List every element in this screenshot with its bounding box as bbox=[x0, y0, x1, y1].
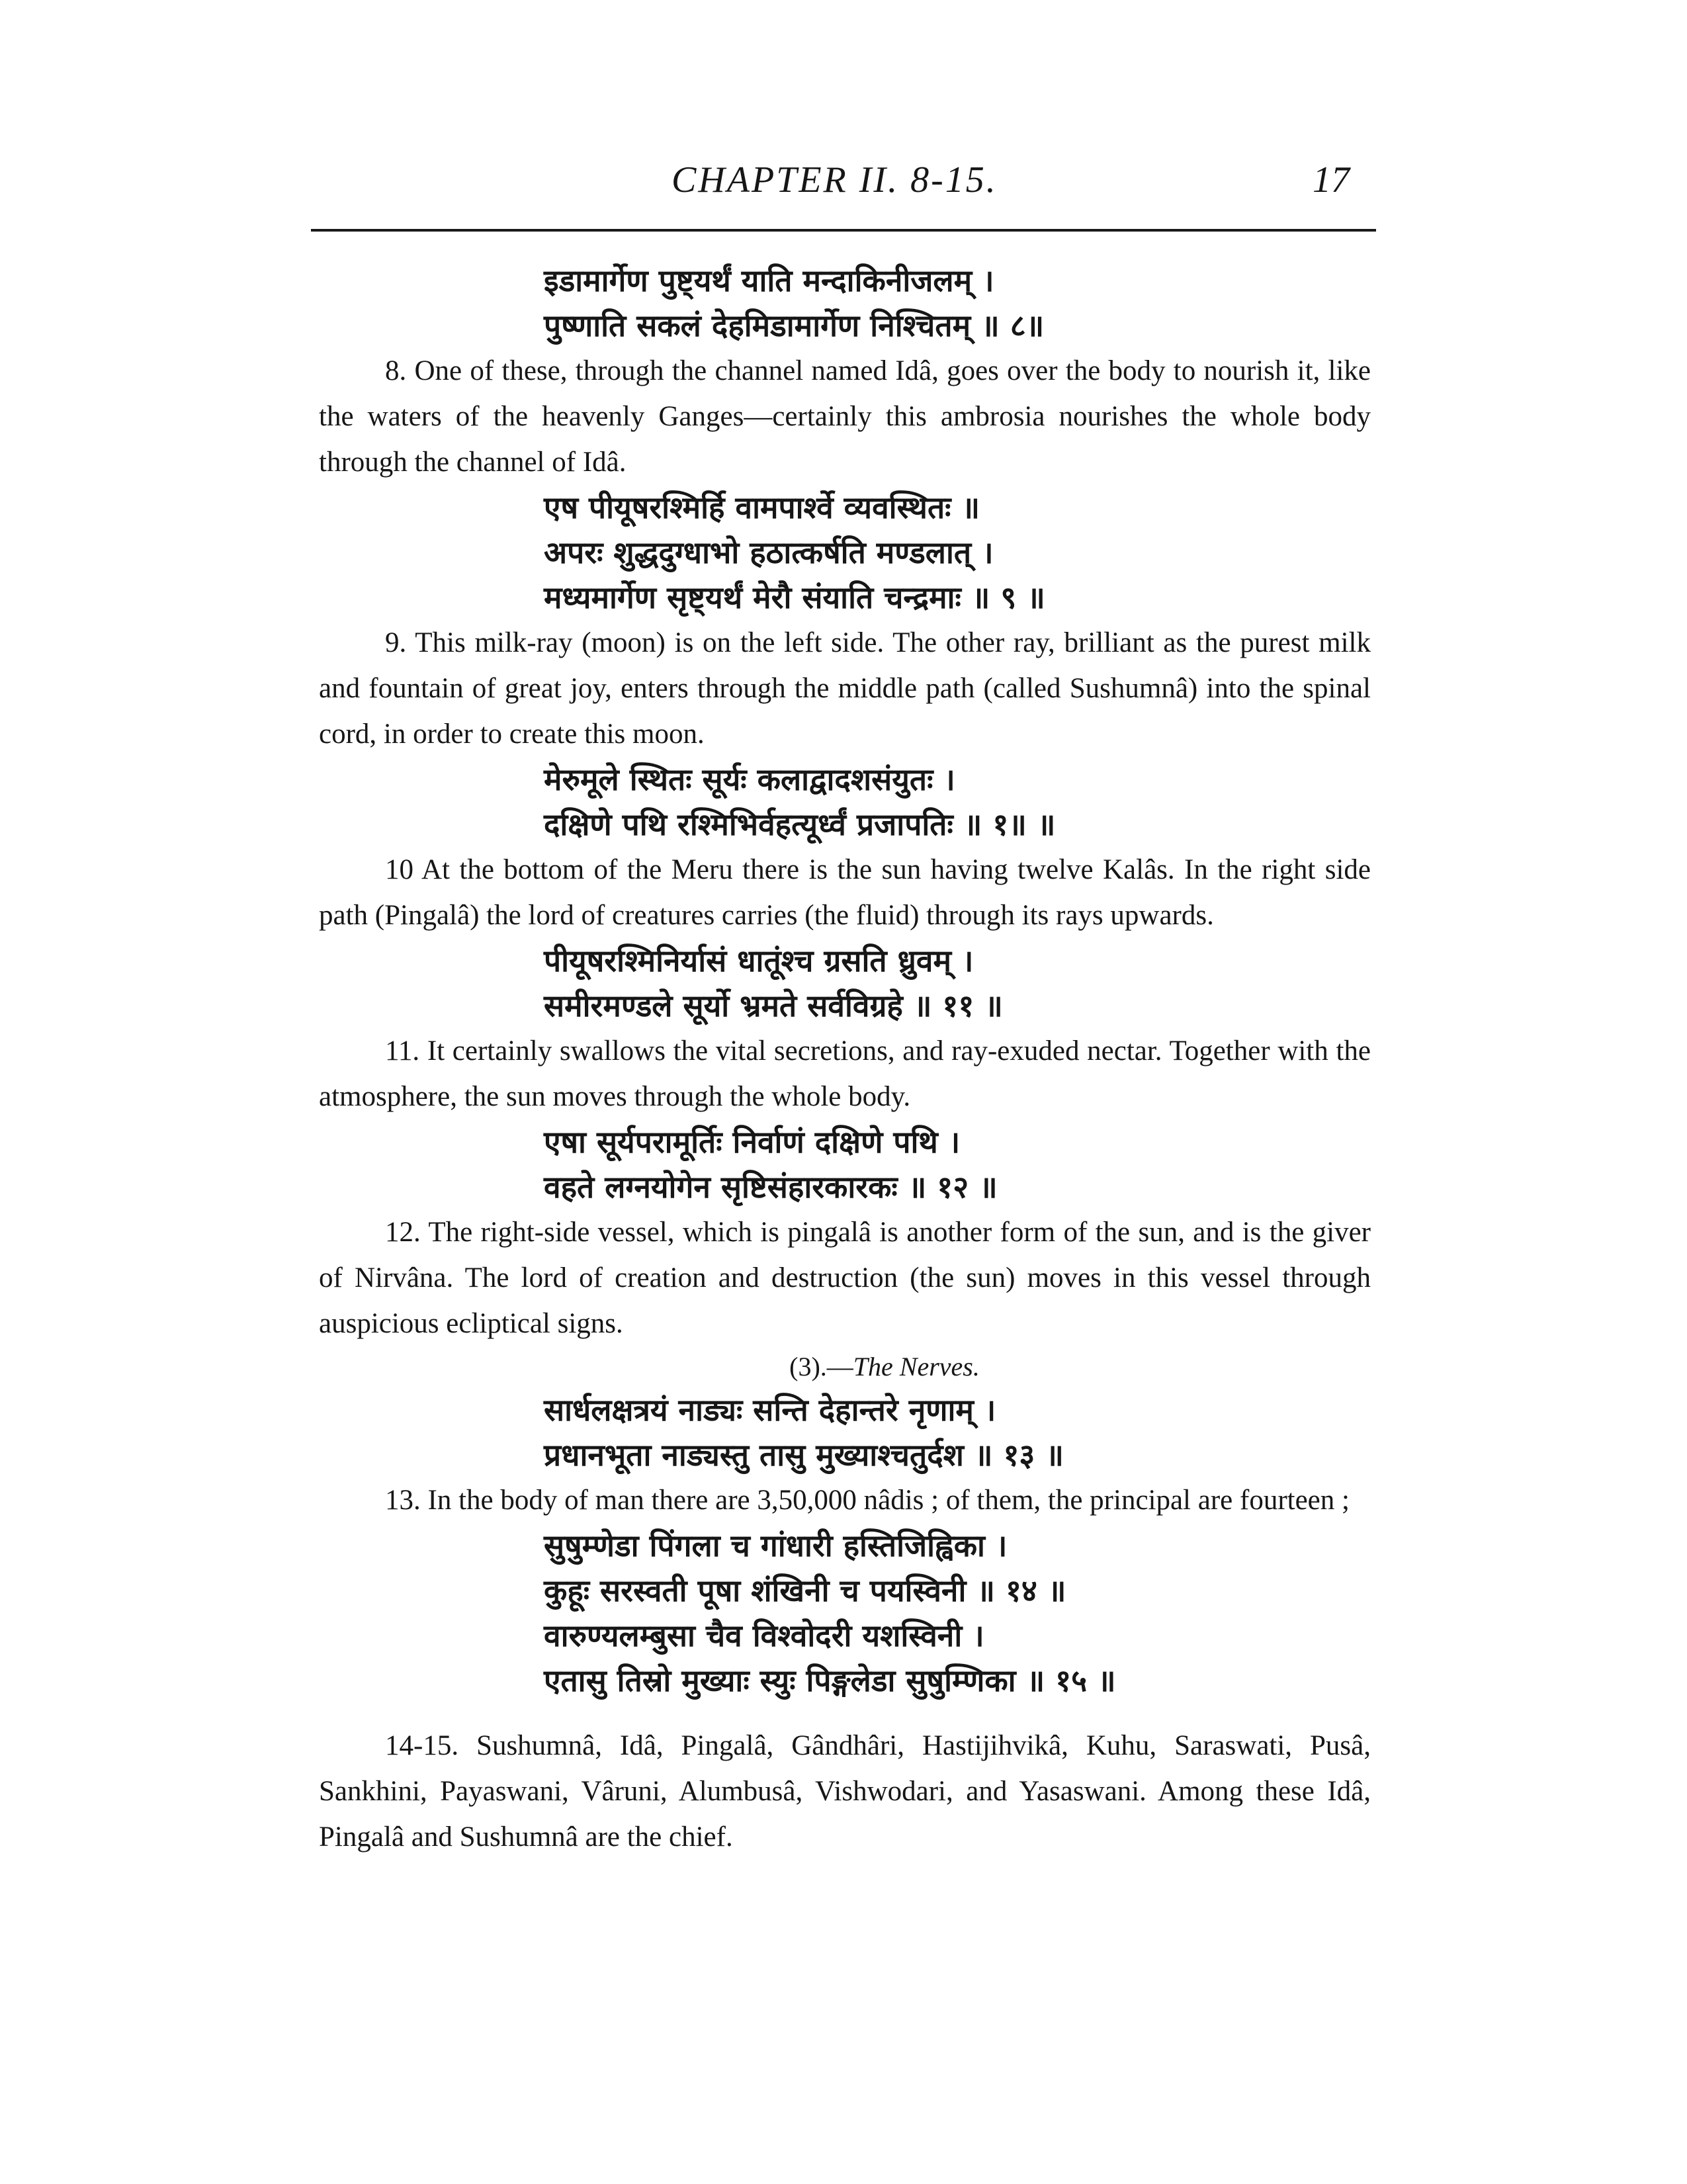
translation-paragraph-12: 12. The right-side vessel, which is pingalâ is another form of the sun, and is the giver of Nirvâna. The lord of creation and destruction (the sun) moves in this vessel through auspicious ecliptical signs. bbox=[319, 1217, 1371, 1339]
verse-line: वारुण्यलम्बुसा चैव विश्वोदरी यशस्विनी । bbox=[544, 1618, 984, 1653]
verse-line: सार्धलक्षत्रयं नाड्यः सन्ति देहान्तरे नृणाम् । bbox=[544, 1392, 996, 1428]
verse-line: समीरमण्डले सूर्यो भ्रमते सर्वविग्रहे ॥ ११ ॥ bbox=[544, 988, 1003, 1024]
translation-paragraph-8: 8. One of these, through the channel named Idâ, goes over the body to nourish it, like the waters of the heavenly Ganges—certainly this ambrosia nourishes the whole body through the channel of Idâ. bbox=[319, 355, 1371, 478]
verse-line: सुषुम्णेडा पिंगला च गांधारी हस्तिजिह्विका । bbox=[544, 1528, 1008, 1563]
verse-line: पीयूषरश्मिनिर्यासं धातूंश्च ग्रसति ध्रुवम् । bbox=[544, 943, 974, 979]
verse-line: इडामार्गेण पुष्ट्यर्थं याति मन्दाकिनीजलम् । bbox=[544, 263, 994, 298]
sanskrit-verse-14-15 bbox=[319, 1523, 1371, 1703]
verse-line: मध्यमार्गेण सृष्ट्यर्थं मेरौ संयाति चन्द्रमाः ॥ ९ ॥ bbox=[544, 580, 1045, 615]
header-rule bbox=[311, 229, 1376, 232]
sanskrit-verse-13 bbox=[319, 1387, 1371, 1477]
verse-line: दक्षिणे पथि रश्मिभिर्वहत्यूर्ध्वं प्रजापतिः ॥ १॥ ॥ bbox=[544, 807, 1056, 842]
page-body bbox=[319, 258, 1371, 1860]
sanskrit-verse-11 bbox=[319, 938, 1371, 1028]
subheading-title: The Nerves. bbox=[853, 1352, 980, 1381]
verse-line: अपरः शुद्धदुग्धाभो हठात्कर्षति मण्डलात् । bbox=[544, 535, 994, 570]
verse-line: एतासु तिस्रो मुख्याः स्युः पिङ्गलेडा सुषुम्णिका ॥ १५ ॥ bbox=[544, 1663, 1116, 1698]
translation-paragraph-14-15: 14-15. Sushumnâ, Idâ, Pingalâ, Gândhâri, Hastijihvikâ, Kuhu, Saraswati, Pusâ, Sankhini, Payaswani, Vâruni, Alumbusâ, Vishwodari, and Yasaswani. Among these Idâ, Pingalâ and Sushumnâ are the chief. bbox=[319, 1730, 1371, 1853]
chapter-heading: CHAPTER II. 8-15. bbox=[671, 159, 998, 200]
verse-line: वहते लग्नयोगेन सृष्टिसंहारकारकः ॥ १२ ॥ bbox=[544, 1169, 998, 1205]
translation-paragraph-9: 9. This milk-ray (moon) is on the left side. The other ray, brilliant as the purest milk and fountain of great joy, enters through the middle path (called Sushumnâ) into the spinal cord, in order to create this moon. bbox=[319, 627, 1371, 750]
subheading-number: (3).— bbox=[789, 1352, 853, 1381]
verse-line: एषा सूर्यपरामूर्तिः निर्वाणं दक्षिणे पथि । bbox=[544, 1124, 961, 1160]
sanskrit-verse-9 bbox=[319, 485, 1371, 620]
translation-paragraph-13: 13. In the body of man there are 3,50,000 nâdis ; of them, the principal are fourteen ; bbox=[385, 1485, 1350, 1516]
verse-line: मेरुमूले स्थितः सूर्यः कलाद्वादशसंयुतः । bbox=[544, 762, 955, 797]
sanskrit-verse-10 bbox=[319, 757, 1371, 847]
verse-line: पुष्णाति सकलं देहमिडामार्गेण निश्चितम् ॥ ८॥ bbox=[544, 308, 1045, 343]
verse-line: कुहूः सरस्वती पूषा शंखिनी च पयस्विनी ॥ १४ ॥ bbox=[544, 1573, 1066, 1608]
translation-paragraph-10: 10 At the bottom of the Meru there is the sun having twelve Kalâs. In the right side path (Pingalâ) the lord of creatures carries (the fluid) through its rays upwards. bbox=[319, 854, 1371, 931]
page-number: 17 bbox=[1313, 159, 1350, 200]
sanskrit-verse-8 bbox=[319, 258, 1371, 348]
verse-line: प्रधानभूता नाड्यस्तु तासु मुख्याश्चतुर्दश ॥ १३ ॥ bbox=[544, 1437, 1064, 1473]
verse-line: एष पीयूषरश्मिर्हि वामपार्श्वे व्यवस्थितः ॥ bbox=[544, 490, 980, 525]
running-header bbox=[311, 159, 1369, 218]
section-subheading bbox=[319, 1346, 1371, 1387]
sanskrit-verse-12 bbox=[319, 1119, 1371, 1209]
translation-paragraph-11: 11. It certainly swallows the vital secretions, and ray-exuded nectar. Together with the atmosphere, the sun moves through the whole body. bbox=[319, 1035, 1371, 1112]
